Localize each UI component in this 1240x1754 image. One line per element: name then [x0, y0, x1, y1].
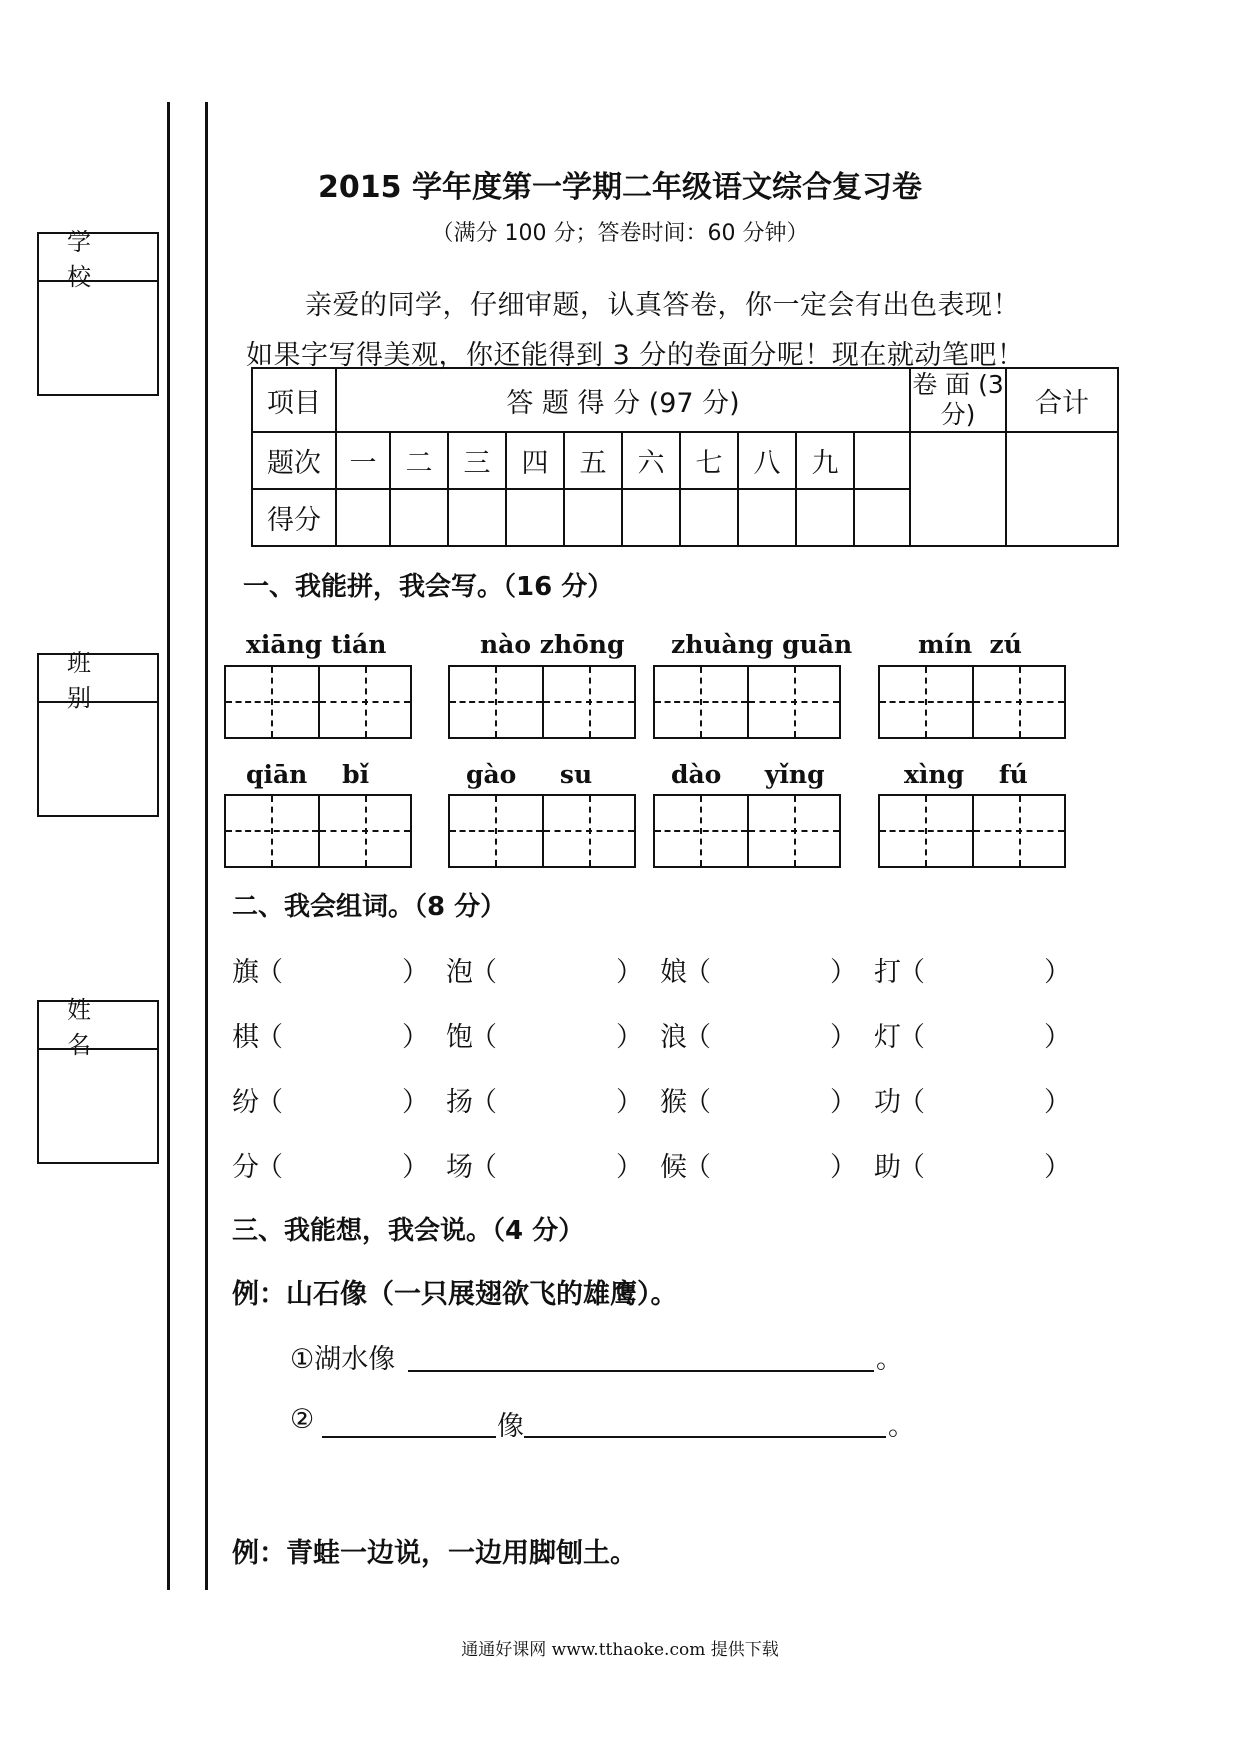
word-answer-blank[interactable] — [506, 1080, 616, 1114]
close-paren: ） — [402, 957, 429, 988]
item-2-period: 。 — [888, 1411, 915, 1442]
writing-cell[interactable] — [972, 667, 1064, 737]
word-answer-blank[interactable] — [934, 950, 1044, 984]
score-table-q6: 六 — [622, 432, 680, 489]
word-char: 泡 — [446, 957, 473, 988]
word-answer-blank[interactable] — [720, 950, 830, 984]
open-paren: （ — [470, 1152, 497, 1183]
writing-cell[interactable] — [747, 667, 839, 737]
word-answer-blank[interactable] — [292, 1145, 402, 1179]
open-paren: （ — [470, 1087, 497, 1118]
example-2: 例：青蛙一边说，一边用脚刨土。 — [232, 1538, 637, 1569]
page-title: 2015 学年度第一学期二年级语文综合复习卷 — [318, 170, 922, 205]
page-subtitle: （满分 100 分；答卷时间：60 分钟） — [431, 221, 809, 246]
intro-line-2: 如果字写得美观，你还能得到 3 分的卷面分呢！现在就动笔吧！ — [246, 340, 1025, 371]
score-table-total-cell[interactable] — [1006, 432, 1118, 546]
writing-cell[interactable] — [450, 667, 542, 737]
writing-grid[interactable] — [448, 665, 636, 739]
writing-cell[interactable] — [318, 667, 410, 737]
score-table-q7: 七 — [680, 432, 738, 489]
pinyin-label: gào su — [466, 760, 593, 789]
word-char: 猴 — [660, 1087, 687, 1118]
word-char: 功 — [874, 1087, 901, 1118]
score-table-neat-header: 卷 面 (3 分) — [910, 368, 1006, 432]
writing-grid[interactable] — [224, 794, 412, 868]
class-box — [37, 649, 159, 817]
name-box — [37, 996, 159, 1164]
close-paren: ） — [830, 1087, 857, 1118]
word-char: 助 — [874, 1152, 901, 1183]
word-char: 候 — [660, 1152, 687, 1183]
open-paren: （ — [684, 1087, 711, 1118]
writing-grid[interactable] — [653, 794, 841, 868]
writing-grid[interactable] — [653, 665, 841, 739]
close-paren: ） — [1044, 957, 1071, 988]
score-table-q4: 四 — [506, 432, 564, 489]
writing-cell[interactable] — [318, 796, 410, 866]
word-char: 分 — [232, 1152, 259, 1183]
open-paren: （ — [684, 957, 711, 988]
open-paren: （ — [684, 1152, 711, 1183]
word-char: 场 — [446, 1152, 473, 1183]
pinyin-label: mín zú — [918, 630, 1022, 659]
word-char: 纷 — [232, 1087, 259, 1118]
word-answer-blank[interactable] — [292, 950, 402, 984]
section2-heading: 二、我会组词。（8 分） — [232, 892, 507, 922]
pinyin-label: xìng fú — [904, 760, 1028, 789]
score-table-neat-cell[interactable] — [910, 432, 1006, 546]
pinyin-label: nào zhōng — [480, 630, 625, 659]
word-char: 浪 — [660, 1022, 687, 1053]
word-answer-blank[interactable] — [934, 1080, 1044, 1114]
item-1-answer-line[interactable] — [408, 1370, 874, 1372]
open-paren: （ — [898, 1087, 925, 1118]
score-table-q1: 一 — [336, 432, 390, 489]
writing-cell[interactable] — [747, 796, 839, 866]
item-2-prefix: ② — [290, 1404, 315, 1435]
writing-cell[interactable] — [972, 796, 1064, 866]
example-1: 例：山石像（一只展翅欲飞的雄鹰）。 — [232, 1279, 678, 1310]
word-answer-blank[interactable] — [292, 1015, 402, 1049]
pinyin-label: zhuàng guān — [671, 630, 853, 659]
score-table-q8: 八 — [738, 432, 796, 489]
score-table-q9: 九 — [796, 432, 854, 489]
word-answer-blank[interactable] — [720, 1080, 830, 1114]
writing-cell[interactable] — [226, 796, 318, 866]
item-2-subject-line[interactable] — [322, 1436, 496, 1438]
score-cell[interactable] — [622, 489, 680, 546]
score-table-score-label: 得分 — [252, 489, 336, 546]
writing-cell[interactable] — [226, 667, 318, 737]
score-cell[interactable] — [390, 489, 448, 546]
word-answer-blank[interactable] — [720, 1145, 830, 1179]
word-char: 灯 — [874, 1022, 901, 1053]
close-paren: ） — [402, 1087, 429, 1118]
score-cell[interactable] — [680, 489, 738, 546]
score-table-item-label: 项目 — [252, 368, 336, 432]
open-paren: （ — [256, 1087, 283, 1118]
name-label: 姓名 — [39, 1002, 157, 1050]
writing-grid[interactable] — [878, 794, 1066, 868]
word-answer-blank[interactable] — [934, 1145, 1044, 1179]
score-table-question-label: 题次 — [252, 432, 336, 489]
word-char: 棋 — [232, 1022, 259, 1053]
word-answer-blank[interactable] — [934, 1015, 1044, 1049]
close-paren: ） — [830, 957, 857, 988]
open-paren: （ — [898, 1022, 925, 1053]
score-cell[interactable] — [854, 489, 910, 546]
item-2-answer-line[interactable] — [524, 1436, 886, 1438]
score-cell[interactable] — [738, 489, 796, 546]
open-paren: （ — [256, 1152, 283, 1183]
open-paren: （ — [898, 1152, 925, 1183]
open-paren: （ — [898, 957, 925, 988]
binding-line-left — [167, 102, 170, 1590]
word-char: 娘 — [660, 957, 687, 988]
score-table — [251, 367, 1119, 547]
word-answer-blank[interactable] — [506, 950, 616, 984]
item-1-prefix: ①湖水像 — [290, 1344, 396, 1375]
open-paren: （ — [256, 957, 283, 988]
close-paren: ） — [1044, 1152, 1071, 1183]
close-paren: ） — [402, 1152, 429, 1183]
section3-heading: 三、我能想，我会说。（4 分） — [232, 1216, 585, 1246]
score-cell[interactable] — [796, 489, 854, 546]
writing-grid[interactable] — [224, 665, 412, 739]
writing-cell[interactable] — [542, 796, 634, 866]
close-paren: ） — [616, 1022, 643, 1053]
writing-cell[interactable] — [655, 796, 747, 866]
item-1-period: 。 — [876, 1344, 903, 1375]
binding-line-right — [205, 102, 208, 1590]
school-label: 学校 — [39, 234, 157, 282]
close-paren: ） — [616, 957, 643, 988]
close-paren: ） — [616, 1152, 643, 1183]
score-table-q5: 五 — [564, 432, 622, 489]
writing-cell[interactable] — [880, 667, 972, 737]
writing-grid[interactable] — [448, 794, 636, 868]
school-box — [37, 228, 159, 396]
open-paren: （ — [256, 1022, 283, 1053]
close-paren: ） — [1044, 1022, 1071, 1053]
writing-cell[interactable] — [542, 667, 634, 737]
score-cell[interactable] — [448, 489, 506, 546]
close-paren: ） — [1044, 1087, 1071, 1118]
close-paren: ） — [830, 1152, 857, 1183]
score-cell[interactable] — [506, 489, 564, 546]
score-table-q3: 三 — [448, 432, 506, 489]
word-answer-blank[interactable] — [720, 1015, 830, 1049]
word-char: 打 — [874, 957, 901, 988]
word-answer-blank[interactable] — [506, 1145, 616, 1179]
section1-heading: 一、我能拼，我会写。（16 分） — [243, 572, 614, 602]
pinyin-label: xiāng tián — [246, 630, 387, 659]
writing-cell[interactable] — [655, 667, 747, 737]
score-cell[interactable] — [564, 489, 622, 546]
writing-grid[interactable] — [878, 665, 1066, 739]
item-2-mid: 像 — [497, 1411, 524, 1442]
open-paren: （ — [470, 1022, 497, 1053]
word-char: 饱 — [446, 1022, 473, 1053]
open-paren: （ — [684, 1022, 711, 1053]
writing-cell[interactable] — [880, 796, 972, 866]
score-table-q2: 二 — [390, 432, 448, 489]
close-paren: ） — [830, 1022, 857, 1053]
word-answer-blank[interactable] — [506, 1015, 616, 1049]
word-answer-blank[interactable] — [292, 1080, 402, 1114]
footer-text: 通通好课网 www.tthaoke.com 提供下载 — [461, 1640, 779, 1660]
writing-cell[interactable] — [450, 796, 542, 866]
open-paren: （ — [470, 957, 497, 988]
score-table-q10 — [854, 432, 910, 489]
score-table-answer-header: 答 题 得 分 (97 分) — [336, 368, 910, 432]
word-char: 旗 — [232, 957, 259, 988]
intro-line-1: 亲爱的同学，仔细审题，认真答卷，你一定会有出色表现！ — [305, 290, 1020, 321]
score-table-total-header: 合计 — [1006, 368, 1118, 432]
close-paren: ） — [402, 1022, 429, 1053]
close-paren: ） — [616, 1087, 643, 1118]
class-label: 班别 — [39, 655, 157, 703]
word-char: 扬 — [446, 1087, 473, 1118]
pinyin-label: dào yǐng — [671, 760, 825, 789]
pinyin-label: qiān bǐ — [246, 760, 370, 789]
score-cell[interactable] — [336, 489, 390, 546]
